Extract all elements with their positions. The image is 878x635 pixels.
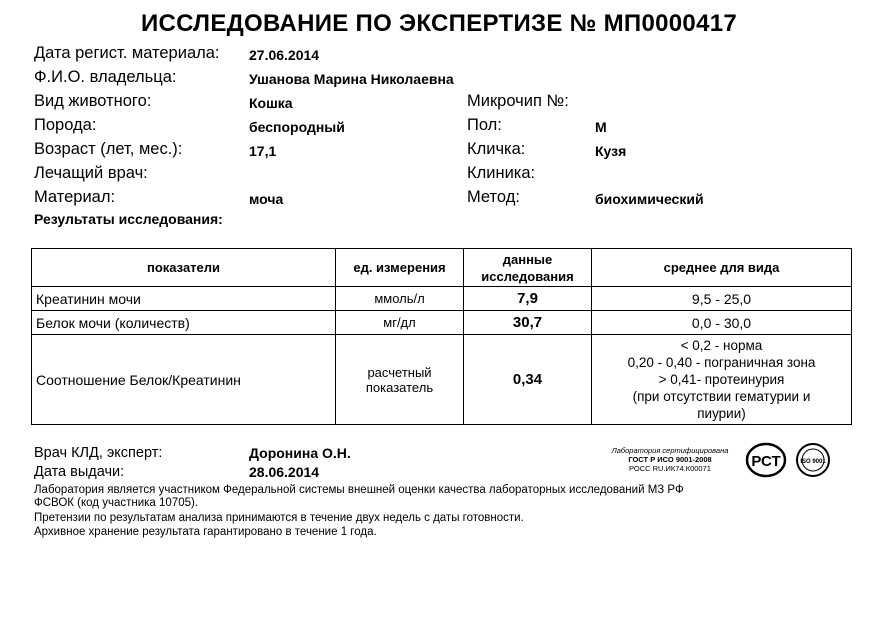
- table-header-row: [32, 249, 852, 287]
- header-data: [464, 249, 592, 287]
- owner-label: Ф.И.О. владельца:: [34, 68, 177, 86]
- doctor-label: Врач КЛД, эксперт:: [34, 445, 163, 461]
- footnote: Архивное хранение результата гарантировано в течение 1 года.: [34, 526, 377, 538]
- issue-date-value: 28.06.2014: [249, 464, 320, 480]
- row-ref: 9,5 - 25,0: [592, 287, 852, 311]
- row-unit-line: показатель: [365, 379, 434, 395]
- header-unit: ед. измерения: [336, 249, 464, 287]
- header-data-text: данные исследования: [481, 251, 574, 284]
- method-value: биохимический: [595, 191, 704, 207]
- footnote: Лаборатория является участником Федеральной системы внешней оценки качества лабораторных исследований МЗ РФ: [34, 484, 684, 496]
- row-indicator: Белок мочи (количеств): [32, 311, 336, 335]
- breed-label: Порода:: [34, 116, 97, 134]
- sex-value: М: [595, 119, 607, 135]
- species-value: Кошка: [249, 95, 293, 111]
- page-title: ИССЛЕДОВАНИЕ ПО ЭКСПЕРТИЗЕ № МП0000417: [140, 10, 738, 37]
- species-label: Вид животного:: [34, 92, 152, 110]
- row-indicator: Креатинин мочи: [32, 287, 336, 311]
- rst-logo-icon: [745, 442, 791, 478]
- results-table: [31, 248, 852, 425]
- doctor-value: Доронина О.Н.: [249, 445, 351, 461]
- rst-logo-text: РСТ: [751, 453, 781, 470]
- row-indicator: Соотношение Белок/Креатинин: [32, 335, 336, 425]
- owner-value: Ушанова Марина Николаевна: [249, 71, 454, 87]
- footnote: Претензии по результатам анализа принимаются в течение двух недель с даты готовности.: [34, 512, 524, 524]
- material-value: моча: [249, 191, 284, 207]
- age-value: 17,1: [249, 143, 277, 159]
- cert-line: ГОСТ Р ИСО 9001-2008: [628, 455, 712, 464]
- reg-date-value: 27.06.2014: [249, 47, 320, 63]
- method-label: Метод:: [467, 188, 520, 206]
- row-value: 0,34: [464, 335, 592, 425]
- pet-name-label: Кличка:: [467, 140, 526, 158]
- iso-logo-text: ISO 9001: [800, 459, 826, 465]
- age-label: Возраст (лет, мес.):: [34, 140, 183, 158]
- ref-line: > 0,41- протеинурия: [658, 372, 785, 387]
- cert-line: Лаборатория сертифицирована: [611, 446, 729, 455]
- table-row: [32, 287, 852, 311]
- sex-label: Пол:: [467, 116, 502, 134]
- reg-date-label: Дата регист. материала:: [34, 44, 220, 62]
- certification-text: [593, 446, 747, 473]
- material-label: Материал:: [34, 188, 116, 206]
- header-indicator: показатели: [32, 249, 336, 287]
- ref-line: < 0,2 - норма: [680, 338, 763, 353]
- row-value: 7,9: [464, 287, 592, 311]
- breed-value: беспородный: [249, 119, 345, 135]
- chip-label: Микрочип №:: [467, 92, 569, 110]
- row-unit: ммоль/л: [336, 287, 464, 311]
- row-ref: 0,0 - 30,0: [592, 311, 852, 335]
- ref-line: пиурии): [697, 406, 746, 421]
- results-heading: Результаты исследования:: [34, 211, 223, 227]
- row-unit-line: расчетный: [367, 364, 432, 380]
- row-unit: мг/дл: [336, 311, 464, 335]
- issue-date-label: Дата выдачи:: [34, 464, 125, 480]
- row-value: 30,7: [464, 311, 592, 335]
- row-unit: [336, 335, 464, 425]
- table-row: [32, 311, 852, 335]
- vet-label: Лечащий врач:: [34, 164, 148, 182]
- header-ref: среднее для вида: [592, 249, 852, 287]
- iso-logo-icon: [792, 442, 834, 478]
- pet-name-value: Кузя: [595, 143, 627, 159]
- clinic-label: Клиника:: [467, 164, 536, 182]
- row-ref: [592, 335, 852, 425]
- footnote: ФСВОК (код участника 10705).: [34, 497, 199, 509]
- ref-line: (при отсутствии гематурии и: [632, 389, 811, 404]
- table-row: [32, 335, 852, 425]
- cert-line: РОСС RU.ИК74.К00071: [629, 464, 711, 473]
- ref-line: 0,20 - 0,40 - пограничная зона: [627, 355, 816, 370]
